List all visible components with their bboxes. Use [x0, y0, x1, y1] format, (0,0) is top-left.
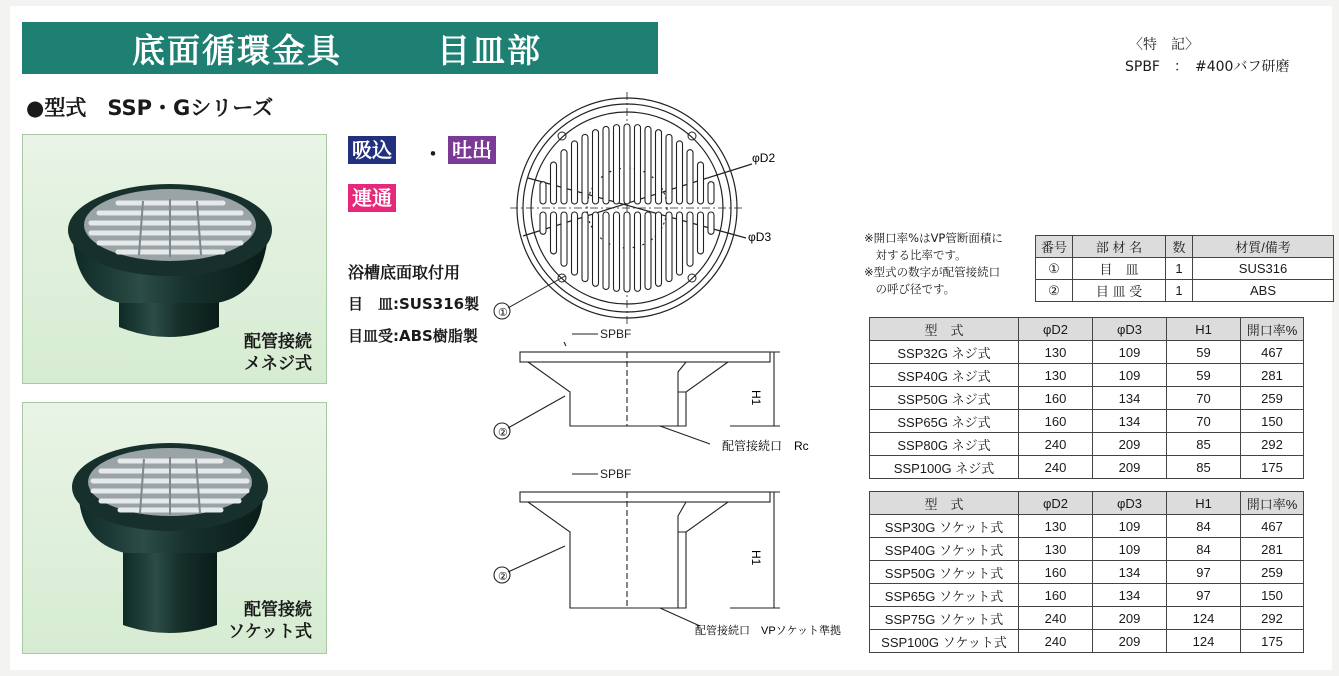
table-cell: 160	[1019, 561, 1093, 584]
spec-header: 型 式	[870, 492, 1019, 515]
tag-connect: 連通	[348, 184, 396, 212]
table-row	[870, 387, 1304, 410]
table-cell: 292	[1241, 433, 1304, 456]
footnote-line: 対する比率です。	[864, 248, 967, 262]
table-cell: 175	[1241, 630, 1304, 653]
grate-slot	[708, 212, 714, 234]
h1-label-2: H1	[749, 550, 763, 566]
table-row	[870, 584, 1304, 607]
photo-caption-2b: ソケット式	[228, 622, 312, 642]
part1-label: ①	[498, 307, 508, 319]
product-photo-socket	[22, 402, 327, 654]
table-cell: 109	[1093, 341, 1167, 364]
table-cell: 目 皿 受	[1073, 280, 1166, 302]
photo-caption-1a: 配管接続	[244, 332, 312, 352]
series-heading: ●型式 SSP・Gシリーズ	[26, 96, 274, 120]
grate-slot	[551, 212, 557, 254]
table-cell: ①	[1036, 258, 1073, 280]
spec-header: 型 式	[870, 318, 1019, 341]
grate-slot	[698, 162, 704, 204]
special-note-heading: 〈特 記〉	[1129, 37, 1199, 53]
table-cell: 130	[1019, 538, 1093, 561]
table-cell: SSP65G ネジ式	[870, 410, 1019, 433]
table-cell: 70	[1167, 387, 1241, 410]
table-cell: SSP40G ネジ式	[870, 364, 1019, 387]
grate-slot	[687, 212, 693, 266]
table-cell: 209	[1093, 607, 1167, 630]
table-row	[870, 456, 1304, 479]
table-cell: SSP30G ソケット式	[870, 515, 1019, 538]
table-cell: 240	[1019, 607, 1093, 630]
table-cell: ABS	[1193, 280, 1334, 302]
grate-slot	[635, 212, 641, 291]
table-cell: 240	[1019, 456, 1093, 479]
tag-separator: ・	[423, 142, 443, 166]
grate-slot	[666, 134, 672, 204]
table-row	[870, 607, 1304, 630]
table-row	[870, 561, 1304, 584]
grate-slot	[624, 124, 630, 204]
grate-slot	[603, 212, 609, 290]
table-cell: SSP75G ソケット式	[870, 607, 1019, 630]
h1-label-1: H1	[749, 390, 763, 406]
table-cell: 70	[1167, 410, 1241, 433]
grate-slot	[645, 126, 651, 204]
table-cell: SSP40G ソケット式	[870, 538, 1019, 561]
table-cell: SSP100G ネジ式	[870, 456, 1019, 479]
grate-slot	[645, 212, 651, 290]
table-cell: 160	[1019, 410, 1093, 433]
table-cell: 130	[1019, 364, 1093, 387]
table-cell: 160	[1019, 387, 1093, 410]
grate-slot	[698, 212, 704, 254]
table-cell: 150	[1241, 410, 1304, 433]
table-row	[1036, 280, 1334, 302]
table-cell: 281	[1241, 538, 1304, 561]
table-cell: 240	[1019, 433, 1093, 456]
grate-slot	[582, 134, 588, 204]
tag-discharge: 吐出	[448, 136, 496, 164]
table-cell: 240	[1019, 630, 1093, 653]
table-cell: 134	[1093, 387, 1167, 410]
table-cell: 84	[1167, 515, 1241, 538]
product-photo-thread	[22, 134, 327, 384]
table-cell: 292	[1241, 607, 1304, 630]
parts-header: 材質/備考	[1193, 236, 1334, 258]
grate-slot	[561, 212, 567, 266]
table-cell: SUS316	[1193, 258, 1334, 280]
grate-slot	[603, 126, 609, 204]
footnote-line: の呼び径です。	[864, 282, 956, 296]
table-cell: 134	[1093, 561, 1167, 584]
socket-note: 配管接続口 VPソケット準拠	[695, 625, 842, 637]
table-cell: 1	[1166, 258, 1193, 280]
table-cell: 97	[1167, 584, 1241, 607]
table-cell: 59	[1167, 364, 1241, 387]
usage-line-3: 目皿受:ABS樹脂製	[348, 327, 478, 345]
table-cell: 209	[1093, 630, 1167, 653]
table-cell: 259	[1241, 561, 1304, 584]
spbf-label-2: SPBF	[600, 467, 632, 481]
table-cell: 1	[1166, 280, 1193, 302]
table-cell: SSP100G ソケット式	[870, 630, 1019, 653]
grate-slot	[635, 125, 641, 204]
table-cell: 85	[1167, 456, 1241, 479]
spec-header: φD2	[1019, 492, 1093, 515]
grate-slot	[540, 182, 546, 204]
tag-suction: 吸込	[348, 136, 396, 164]
grate-slot	[614, 125, 620, 204]
table-cell: 150	[1241, 584, 1304, 607]
table-cell: 467	[1241, 341, 1304, 364]
grate-slot	[561, 150, 567, 204]
spec-table-thread	[869, 317, 1304, 479]
table-cell: ②	[1036, 280, 1073, 302]
spec-header: 開口率%	[1241, 318, 1304, 341]
special-note	[1125, 34, 1289, 78]
table-row	[870, 341, 1304, 364]
table-row	[1036, 258, 1334, 280]
table-cell: 134	[1093, 584, 1167, 607]
grate-slot	[593, 212, 599, 286]
photo-caption-1b: メネジ式	[244, 354, 312, 374]
grate-slot	[677, 212, 683, 275]
table-cell: 160	[1019, 584, 1093, 607]
table-row	[870, 410, 1304, 433]
footnote-line: ※型式の数字が配管接続口	[864, 265, 1001, 279]
spec-header: φD2	[1019, 318, 1093, 341]
table-cell: SSP32G ネジ式	[870, 341, 1019, 364]
table-cell: SSP50G ソケット式	[870, 561, 1019, 584]
table-row	[870, 630, 1304, 653]
table-cell: 130	[1019, 341, 1093, 364]
table-row	[870, 433, 1304, 456]
grate-slot	[540, 212, 546, 234]
table-cell: SSP50G ネジ式	[870, 387, 1019, 410]
parts-header: 番号	[1036, 236, 1073, 258]
table-cell: 109	[1093, 364, 1167, 387]
table-cell: 目 皿	[1073, 258, 1166, 280]
grate-slot	[551, 162, 557, 204]
table-cell: 124	[1167, 630, 1241, 653]
grate-slot	[582, 212, 588, 282]
grate-slot	[656, 212, 662, 286]
spec-table-socket	[869, 491, 1304, 653]
table-cell: 109	[1093, 538, 1167, 561]
technical-drawing	[490, 86, 850, 646]
table-row	[870, 538, 1304, 561]
parts-table	[1035, 235, 1334, 302]
table-cell: 97	[1167, 561, 1241, 584]
table-cell: 209	[1093, 433, 1167, 456]
table-cell: SSP65G ソケット式	[870, 584, 1019, 607]
table-cell: 85	[1167, 433, 1241, 456]
table-cell: 124	[1167, 607, 1241, 630]
rc-note: 配管接続口 Rc	[722, 439, 809, 453]
parts-header: 数	[1166, 236, 1193, 258]
grate-slot	[572, 141, 578, 204]
usage-line-1: 浴槽底面取付用	[348, 263, 461, 282]
usage-line-2: 目 皿:SUS316製	[348, 295, 480, 313]
table-cell: 109	[1093, 515, 1167, 538]
spec-header: φD3	[1093, 318, 1167, 341]
grate-slot	[708, 182, 714, 204]
table-cell: 259	[1241, 387, 1304, 410]
title-banner	[22, 22, 658, 74]
table-cell: 134	[1093, 410, 1167, 433]
parts-header: 部 材 名	[1073, 236, 1166, 258]
table-row	[870, 364, 1304, 387]
part2-label-1: ②	[498, 427, 508, 439]
d2-label: φD2	[752, 151, 776, 165]
table-cell: 209	[1093, 456, 1167, 479]
spec-header: H1	[1167, 318, 1241, 341]
grate-slot	[572, 212, 578, 275]
grate-slot	[614, 212, 620, 291]
table-row	[870, 515, 1304, 538]
footnotes	[864, 230, 1034, 298]
footnote-line: ※開口率%はVP管断面積に	[864, 231, 1003, 245]
grate-slot	[656, 130, 662, 204]
table-cell: 175	[1241, 456, 1304, 479]
grate-slot	[624, 212, 630, 292]
spbf-label-1: SPBF	[600, 327, 632, 341]
d3-label: φD3	[748, 230, 772, 244]
special-note-line: SPBF ： #400バフ研磨	[1125, 59, 1290, 75]
grate-slot	[687, 150, 693, 204]
page-title: 底面循環金具	[132, 30, 342, 70]
table-cell: 59	[1167, 341, 1241, 364]
table-cell: 281	[1241, 364, 1304, 387]
grate-slot	[593, 130, 599, 204]
table-cell: 130	[1019, 515, 1093, 538]
photo-caption-2a: 配管接続	[244, 600, 312, 620]
page-subtitle: 目皿部	[437, 30, 542, 70]
spec-header: φD3	[1093, 492, 1167, 515]
spec-header: 開口率%	[1241, 492, 1304, 515]
table-cell: SSP80G ネジ式	[870, 433, 1019, 456]
part2-label-2: ②	[498, 571, 508, 583]
grate-slot	[677, 141, 683, 204]
table-cell: 467	[1241, 515, 1304, 538]
spec-header: H1	[1167, 492, 1241, 515]
grate-slot	[666, 212, 672, 282]
table-cell: 84	[1167, 538, 1241, 561]
